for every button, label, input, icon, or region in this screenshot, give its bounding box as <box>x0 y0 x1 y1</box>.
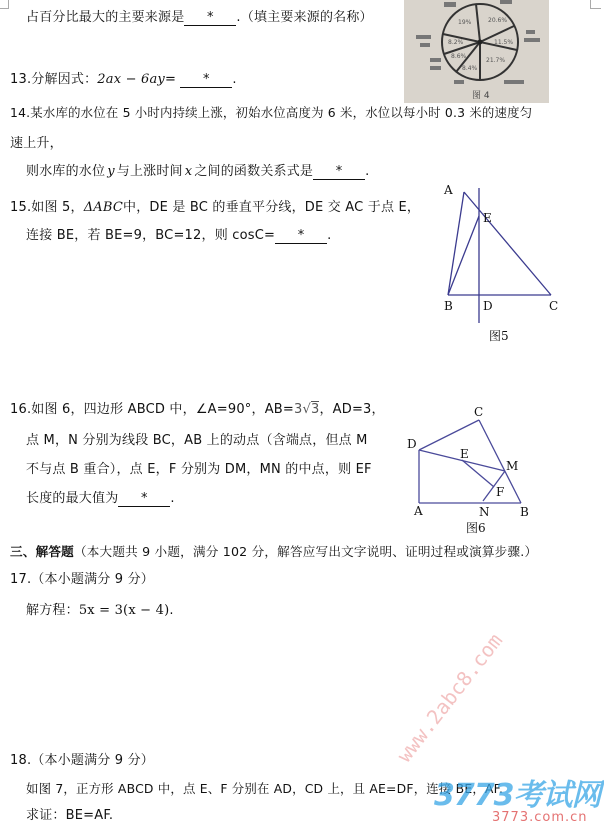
q18-header: 18.（本小题满分 9 分） <box>10 753 155 768</box>
watermark-3773-logo <box>430 770 602 830</box>
pie-label: 8.2% <box>448 39 464 46</box>
label-a: A <box>444 183 453 197</box>
page-corner-mark-right <box>590 0 601 9</box>
q12-text: 占百分比最大的主要来源是 <box>26 10 185 25</box>
pie-label: 8.4% <box>462 65 478 72</box>
q14-var-x: x <box>184 164 193 179</box>
q16-sqrt: 3√3 <box>294 402 320 417</box>
watermark-3773-small: 3773.com.cn <box>492 810 588 825</box>
q14-text-b: 与上涨时间 <box>116 164 183 179</box>
q12-suffix: .（填主要来源的名称） <box>236 10 373 25</box>
q16-text-a: 16.如图 6，四边形 ABCD 中，∠A=90°，AB= <box>10 402 294 417</box>
watermark-3773-big: 3773考试网 <box>434 778 601 813</box>
section-3-header <box>10 544 537 560</box>
q15-line-1 <box>10 200 420 216</box>
q13-suffix: . <box>232 72 237 87</box>
blurred-label <box>524 38 540 42</box>
q12-line <box>26 10 373 26</box>
q14-line-1: 14.某水库的水位在 5 小时内持续上涨，初始水位高度为 6 米，水位以每小时 0.3 米的速度匀 <box>10 105 533 120</box>
watermark-2abc8: www.2abc8.com <box>392 628 508 767</box>
q16-text-d: 长度的最大值为 <box>26 491 119 506</box>
pie-label: 20.6% <box>488 17 508 24</box>
pie-label: 21.7% <box>486 57 506 64</box>
label-e: E <box>460 447 469 461</box>
segment-ab <box>448 192 464 295</box>
page-corner-mark-left <box>0 0 9 9</box>
figure-6-caption: 图6 <box>466 521 486 535</box>
blurred-label <box>444 2 456 7</box>
label-n: N <box>479 505 490 519</box>
blurred-label <box>504 80 524 84</box>
pie-label: 19% <box>458 19 472 26</box>
q13-prefix: 13.分解因式： <box>10 72 98 87</box>
segment-be <box>448 216 479 295</box>
q17-suffix: . <box>169 603 174 618</box>
q14-text-c: 之间的函数关系式是 <box>194 164 314 179</box>
q14-answer-blank[interactable]: * <box>313 165 365 180</box>
q13-answer-blank[interactable]: * <box>180 73 232 88</box>
figure-4-pie-photo <box>404 0 549 103</box>
blurred-label <box>500 0 512 4</box>
blurred-label <box>526 30 535 34</box>
q14-suffix: . <box>365 164 370 179</box>
figure-4-caption: 图 4 <box>472 91 490 101</box>
figure-6-svg <box>400 402 540 537</box>
q16-suffix: . <box>170 491 175 506</box>
q18-line-2: 求证：BE=AF. <box>26 808 114 823</box>
q14-text-a: 则水库的水位 <box>26 164 106 179</box>
label-f: F <box>496 485 505 499</box>
q18-line-1: 如图 7，正方形 ABCD 中，点 E、F 分别在 AD，CD 上，且 AE=DF，连接 BE，AF. <box>26 781 504 796</box>
pie-label: 8.6% <box>451 53 467 60</box>
figure-5-caption: 图5 <box>489 329 509 343</box>
q13-equals: = <box>164 72 177 87</box>
label-e: E <box>483 211 492 225</box>
blurred-label <box>420 43 430 47</box>
blurred-label <box>430 58 441 62</box>
q17-header: 17.（本小题满分 9 分） <box>10 572 155 587</box>
q15-answer-blank[interactable]: * <box>275 229 327 244</box>
q17-prompt: 解方程： <box>26 603 79 618</box>
label-b: B <box>520 505 529 519</box>
pie-center <box>478 40 483 45</box>
label-m: M <box>506 459 519 473</box>
label-b: B <box>444 299 453 313</box>
label-c: C <box>549 299 559 313</box>
blurred-label <box>416 35 431 39</box>
label-d: D <box>407 437 417 451</box>
q16-answer-blank[interactable]: * <box>118 492 170 507</box>
q15-suffix: . <box>327 228 332 243</box>
q13-expression: 2ax − 6ay <box>97 72 165 87</box>
q15-text-b: 中，DE 是 BC 的垂直平分线，DE 交 AC 于点 E， <box>123 200 421 215</box>
q15-triangle: ΔABC <box>83 200 124 215</box>
q14-line-3 <box>26 164 369 180</box>
q16-sqrt-arg: 3 <box>310 402 320 417</box>
q14-var-y: y <box>107 164 115 179</box>
q12-answer-blank[interactable]: * <box>184 11 236 26</box>
section-3-description: （本大题共 9 小题，满分 102 分，解答应写出文字说明、证明过程或演算步骤.） <box>73 544 538 559</box>
label-c: C <box>474 405 484 419</box>
q16-line-1 <box>10 402 385 418</box>
pie-label: 11.5% <box>494 39 514 46</box>
q15-line-2 <box>26 228 331 244</box>
segment-dc <box>419 420 479 450</box>
figure-5 <box>430 180 570 350</box>
pie-divider <box>476 4 480 42</box>
q16-text-b: ，AD=3， <box>319 402 385 417</box>
blurred-label <box>454 80 464 84</box>
q13-line <box>10 72 237 88</box>
q16-line-3: 不与点 B 重合），点 E，F 分别为 DM，MN 的中点，则 EF <box>26 462 372 477</box>
q17-line <box>26 603 174 619</box>
section-3-title: 三、解答题 <box>10 544 74 559</box>
figure-6 <box>400 402 540 537</box>
figure-4-svg <box>404 0 549 103</box>
figure-5-svg <box>430 180 570 350</box>
q17-equation: 5x = 3(x − 4) <box>78 603 170 618</box>
segment-ac <box>464 192 551 295</box>
q14-line-2: 速上升， <box>10 136 63 151</box>
q15-text-c: 连接 BE，若 BE=9，BC=12，则 cosC= <box>26 228 276 243</box>
q16-line-2: 点 M，N 分别为线段 BC，AB 上的动点（含端点，但点 M <box>26 433 368 448</box>
label-d: D <box>483 299 493 313</box>
q16-sqrt-coef: 3 <box>294 402 303 417</box>
q15-text-a: 15.如图 5， <box>10 200 84 215</box>
label-a: A <box>414 504 423 518</box>
blurred-label <box>430 66 441 70</box>
q16-line-4 <box>26 491 175 507</box>
